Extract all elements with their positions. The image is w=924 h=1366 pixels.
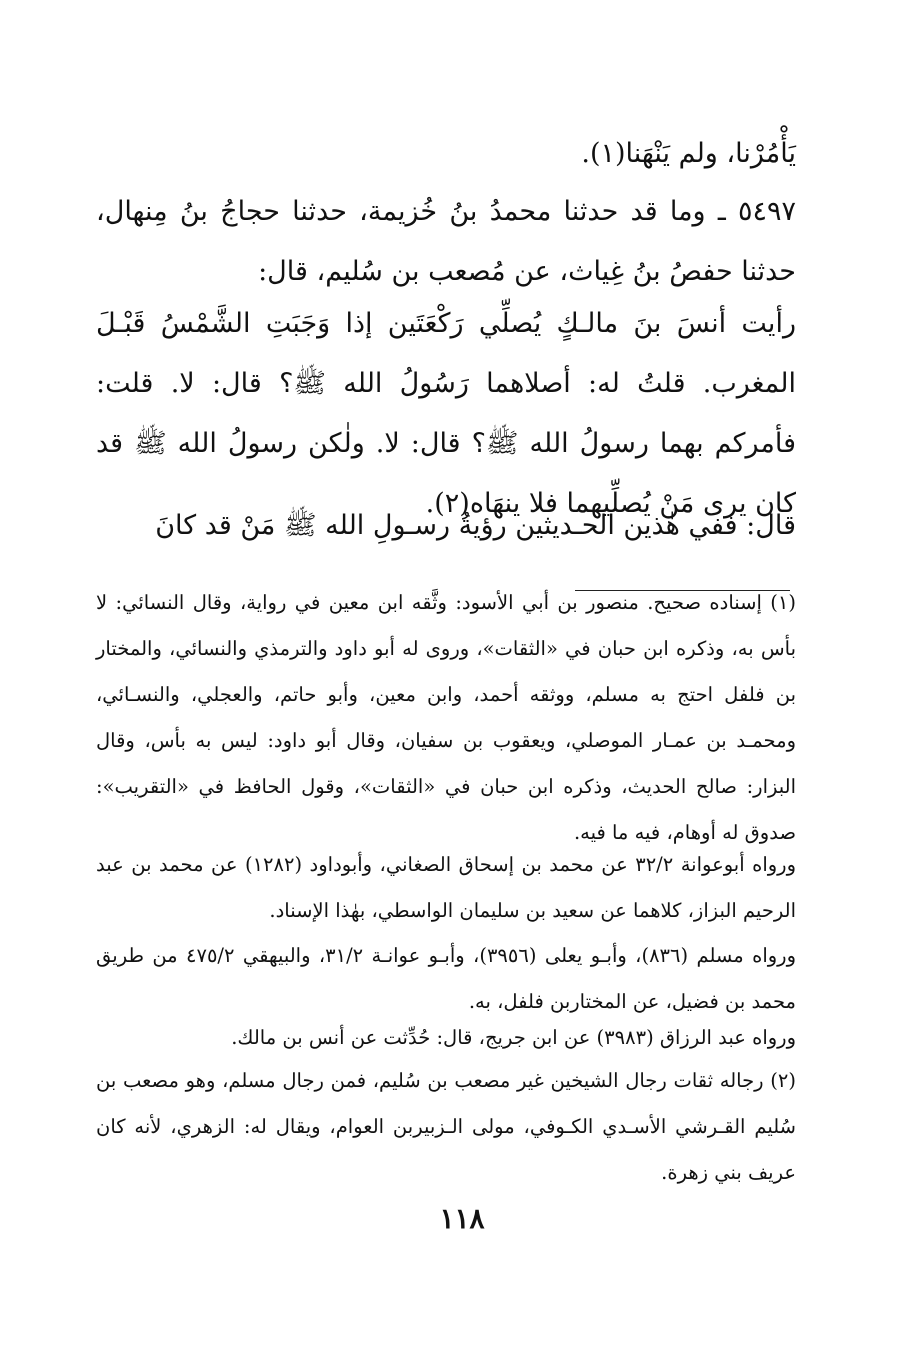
footnote-2: (٢) رجاله ثقات رجال الشيخين غير مصعب بن سُليم، فمن رجال مسلم، وهو مصعب بن سُليم القـرشي الأسـدي الكـوفي، مولى الـزبيربن العوام، ويقال له: الزهري، لأنه كان عريف بني زهرة.	[96, 1069, 796, 1184]
page-number: ١١٨	[439, 1202, 485, 1235]
footnote-1-paragraph-2: ورواه أبوعوانة ٣٢/٢ عن محمد بن إسحاق الصغاني، وأبوداود (١٢٨٢) عن محمد بن عبد الرحيم البزاز، كلاهما عن سعيد بن سليمان الواسطي، بهٰذا الإسناد.	[96, 853, 796, 922]
hadith-matn-paragraph: رأيت أنسَ بنَ مالـكٍ يُصلِّي رَكْعَتَين إذا وَجَبَتِ الشَّمْسُ قَبْـلَ المغرب. قلتُ له: أصلاهما رَسُولُ الله ﷺ؟ قال: لا. قلت: فأمركم بهما رسولُ الله ﷺ؟ قال: لا. ولٰكن رسولُ الله ﷺ قد كان يرى مَنْ يُصلِّيهما فلا ينهَاه(٢).	[96, 308, 796, 519]
footnote-1-paragraph-4: ورواه عبد الرزاق (٣٩٨٣) عن ابن جريج، قال: حُدِّثت عن أنس بن مالك.	[231, 1026, 796, 1049]
footnote-1: (١) إسناده صحيح. منصور بن أبي الأسود: وثَّقه ابن معين في رواية، وقال النسائي: لا بأس به، وذكره ابن حبان في «الثقات»، وروى له أبو داود والترمذي والنسائي، والمختار بن فلفل احتج به مسلم، ووثقه أحمد، وابن معين، وأبو حاتم، والعجلي، والنسـائي، ومحمـد بن عمـار الموصلي، ويعقوب بن سفيان، وقال أبو داود: ليس به بأس، وقال البزار: صالح الحديث، وذكره ابن حبان في «الثقات»، وقول الحافظ في «التقريب»: صدوق له أوهام، فيه ما فيه.	[96, 591, 796, 844]
commentary-paragraph: قال: ففي هٰذين الحـديثين رؤيةُ رسـولِ الله ﷺ مَنْ قد كانَ	[155, 510, 796, 541]
main-text-paragraph-1: يَأْمُرْنا، ولم يَنْهَنا(١).	[581, 138, 796, 169]
hadith-isnad-paragraph: ٥٤٩٧ ـ وما قد حدثنا محمدُ بنُ خُزيمة، حدثنا حجاجُ بنُ مِنهال، حدثنا حفصُ بنُ غِياث، عن مُصعب بن سُليم، قال:	[96, 196, 796, 287]
footnote-1-paragraph-3: ورواه مسلم (٨٣٦)، وأبـو يعلى (٣٩٥٦)، وأبـو عوانـة ٣١/٢، والبيهقي ٤٧٥/٢ من طريق محمد بن فضيل، عن المختاربن فلفل، به.	[96, 944, 796, 1013]
